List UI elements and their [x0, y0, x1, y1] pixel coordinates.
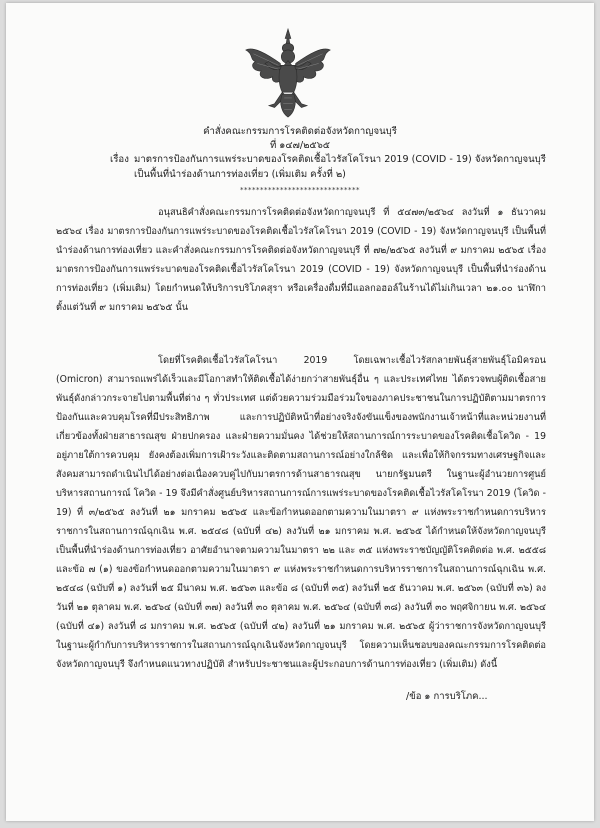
issuing-authority: คำสั่งคณะกรรมการโรคติดต่อจังหวัดกาญจนบุรี — [203, 126, 397, 137]
subject-line-2: เป็นพื้นที่นำร่องด้านการท่องเที่ยว (เพิ่มเติม ครั้งที่ ๒) — [134, 169, 346, 180]
document-page — [6, 3, 594, 821]
paragraph-rationale: โดยที่โรคติดเชื้อไวรัสโคโรนา 2019 โดยเฉพาะเชื้อไวรัสกลายพันธุ์สายพันธุ์โอมิครอน (Omicron) สามารถแพร่ได้เร็วและมีโอกาสทำให้ติดเชื้อได้ง่ายกว่าสายพันธุ์อื่น ๆ และประเทศไทย ได้ตรวจพบผู้ติดเชื้อสายพันธุ์ดังกล่าวกระจายไปตามพื้นที่ต่าง ๆ ทั่วประเทศ แต่ด้วยความร่วมมือร่วมใจของภาคประชาชนในการปฏิบัติตามมาตรการป้องกันและควบคุมโรคที่มีประสิทธิภาพ และการปฏิบัติหน้าที่อย่างจริงจังขันแข็งของพนักงานเจ้าหน้าที่และหน่วยงานที่เกี่ยวข้องทั้งฝ่ายสาธารณสุข ฝ่ายปกครอง และฝ่ายความมั่นคง ได้ช่วยให้สถานการณ์การระบาดของโรคติดเชื้อโควิด - 19 อยู่ภายใต้การควบคุม ยังคงต้องเพิ่มการเฝ้าระวังและติดตามสถานการณ์อย่างใกล้ชิด และเพื่อให้กิจกรรมทางเศรษฐกิจและสังคมสามารถดำเนินไปได้อย่างต่อเนื่องควบคู่ไปกับมาตรการด้านสาธารณสุข นายกรัฐมนตรี ในฐานะผู้อำนวยการศูนย์บริหารสถานการณ์ โควิด - 19 จึงมีคำสั่งศูนย์บริหารสถานการณ์การแพร่ระบาดของโรคติดเชื้อไวรัสโคโรนา 2019 (โควิด - 19) ที่ ๓/๒๕๖๕ ลงวันที่ ๒๑ มกราคม ๒๕๖๕ และข้อกำหนดออกตามความในมาตรา ๙ แห่งพระราชกำหนดการบริหารราชการในสถานการณ์ฉุกเฉิน พ.ศ. ๒๕๔๘ (ฉบับที่ ๔๒) ลงวันที่ ๒๑ มกราคม พ.ศ. ๒๕๖๕ ได้กำหนดให้จังหวัดกาญจนบุรี เป็นพื้นที่นำร่องด้านการท่องเที่ยว อาศัยอำนาจตามความในมาตรา ๒๒ และ ๓๕ แห่งพระราชบัญญัติโรคติดต่อ พ.ศ. ๒๕๕๘ และข้อ ๗ (๑) ของข้อกำหนดออกตามความในมาตรา ๙ แห่งพระราชกำหนดการบริหารราชการในสถานการณ์ฉุกเฉิน พ.ศ. ๒๕๔๘ (ฉบับที่ ๑) ลงวันที่ ๒๕ มีนาคม พ.ศ. ๒๕๖๓ และข้อ ๘ (ฉบับที่ ๓๕) ลงวันที่ ๒๕ ธันวาคม พ.ศ. ๒๕๖๓ (ฉบับที่ ๓๖) ลงวันที่ ๒๑ ตุลาคม พ.ศ. ๒๕๖๔ (ฉบับที่ ๓๗) ลงวันที่ ๓๐ ตุลาคม พ.ศ. ๒๕๖๔ (ฉบับที่ ๓๘) ลงวันที่ ๓๐ พฤศจิกายน พ.ศ. ๒๕๖๔ (ฉบับที่ ๔๑) ลงวันที่ ๘ มกราคม พ.ศ. ๒๕๖๕ (ฉบับที่ ๔๒) ลงวันที่ ๒๑ มกราคม พ.ศ. ๒๕๖๕ ผู้ว่าราชการจังหวัดกาญจนบุรี ในฐานะผู้กำกับการบริหารราชการในสถานการณ์ฉุกเฉินจังหวัดกาญจนบุรี โดยความเห็นชอบของคณะกรรมการโรคติดต่อจังหวัดกาญจนบุรี จึงกำหนดแนวทางปฏิบัติ สำหรับประชาชนและผู้ประกอบการด้านการท่องเที่ยว (เพิ่มเติม) ดังนี้ — [56, 355, 546, 670]
paragraph-reference: อนุสนธิคำสั่งคณะกรรมการโรคติดต่อจังหวัดกาญจนบุรี ที่ ๕๔๗๓/๒๕๖๔ ลงวันที่ ๑ ธันวาคม ๒๕๖๔ เรื่อง มาตรการป้องกันการแพร่ระบาดของโรคติดเชื้อไวรัสโคโรนา 2019 (COVID - 19) จังหวัดกาญจนบุรี เป็นพื้นที่นำร่องด้านการท่องเที่ยว และคำสั่งคณะกรรมการโรคติดต่อจังหวัดกาญจนบุรี ที่ ๗๒/๒๕๖๕ ลงวันที่ ๙ มกราคม ๒๕๖๕ เรื่อง มาตรการป้องกันการแพร่ระบาดของโรคติดเชื้อไวรัสโคโรนา 2019 (COVID - 19) จังหวัดกาญจนบุรี เป็นพื้นที่นำร่องด้านการท่องเที่ยว (เพิ่มเติม) โดยกำหนดให้บริการบริโภคสุรา หรือเครื่องดื่มที่มีแอลกอฮอล์ในร้านได้ไม่เกินเวลา ๒๑.๐๐ นาฬิกา ตั้งแต่วันที่ ๙ มกราคม ๒๕๖๕ นั้น — [56, 207, 546, 313]
continuation-note: /ข้อ ๑ การบริโภค... — [406, 691, 488, 702]
subject-label: เรื่อง — [110, 154, 129, 165]
order-number: ที่ ๑๔๗/๒๕๖๕ — [269, 140, 331, 151]
garuda-emblem-icon — [240, 25, 336, 121]
separator-line: ****************************** — [240, 186, 360, 194]
subject-line-1: มาตรการป้องกันการแพร่ระบาดของโรคติดเชื้อไวรัสโคโรนา 2019 (COVID - 19) จังหวัดกาญจนบุรี — [134, 154, 546, 165]
